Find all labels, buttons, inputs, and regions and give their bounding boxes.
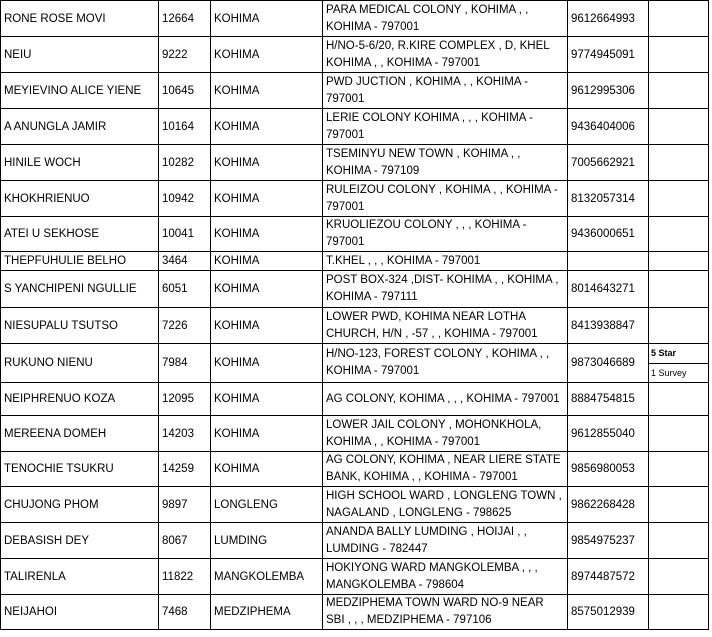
cell-phone — [568, 252, 649, 271]
cell-phone: 9612855040 — [568, 416, 649, 452]
remarks-stack — [649, 344, 708, 382]
cell-phone: 9774945091 — [568, 37, 649, 73]
cell-name: A ANUNGLA JAMIR — [1, 109, 159, 145]
table-row — [1, 383, 709, 416]
cell-phone: 8575012939 — [568, 595, 649, 630]
cell-remarks — [649, 37, 709, 73]
cell-city: LUMDING — [211, 523, 323, 559]
cell-city: KOHIMA — [211, 271, 323, 308]
cell-city: KOHIMA — [211, 416, 323, 452]
cell-phone: 8413938847 — [568, 308, 649, 344]
cell-name: NEIPHRENUO KOZA — [1, 383, 159, 416]
remarks-rating: 5 Star — [649, 344, 708, 364]
cell-city: KOHIMA — [211, 181, 323, 217]
cell-address: LOWER PWD, KOHIMA NEAR LOTHA CHURCH, H/N , -57 , , KOHIMA - 797001 — [323, 308, 568, 344]
cell-city: KOHIMA — [211, 1, 323, 37]
cell-phone: 9854975237 — [568, 523, 649, 559]
cell-address: PARA MEDICAL COLONY , KOHIMA , , KOHIMA - 797001 — [323, 1, 568, 37]
cell-remarks — [649, 344, 709, 383]
cell-code: 14203 — [159, 416, 211, 452]
cell-phone: 9856980053 — [568, 452, 649, 487]
cell-code: 10041 — [159, 217, 211, 252]
cell-address: TSEMINYU NEW TOWN , KOHIMA , , KOHIMA - 797109 — [323, 145, 568, 181]
cell-city: LONGLENG — [211, 487, 323, 523]
table-row — [1, 109, 709, 145]
cell-phone: 9612664993 — [568, 1, 649, 37]
cell-remarks — [649, 595, 709, 630]
table-row — [1, 595, 709, 630]
cell-city: KOHIMA — [211, 73, 323, 109]
cell-name: S YANCHIPENI NGULLIE — [1, 271, 159, 308]
table-row — [1, 344, 709, 383]
cell-name: MEYIEVINO ALICE YIENE — [1, 73, 159, 109]
table-row — [1, 271, 709, 308]
cell-code: 14259 — [159, 452, 211, 487]
cell-code: 7226 — [159, 308, 211, 344]
cell-city: KOHIMA — [211, 109, 323, 145]
cell-phone: 9436404006 — [568, 109, 649, 145]
cell-city: KOHIMA — [211, 37, 323, 73]
table-row — [1, 308, 709, 344]
cell-address: LOWER JAIL COLONY , MOHONKHOLA, KOHIMA , , KOHIMA - 797001 — [323, 416, 568, 452]
cell-phone: 9612995306 — [568, 73, 649, 109]
cell-city: KOHIMA — [211, 308, 323, 344]
cell-address: RULEIZOU COLONY , KOHIMA , , KOHIMA - 797001 — [323, 181, 568, 217]
cell-code: 9897 — [159, 487, 211, 523]
cell-phone: 9873046689 — [568, 344, 649, 383]
cell-phone: 8132057314 — [568, 181, 649, 217]
cell-address: AG COLONY, KOHIMA , , , KOHIMA - 797001 — [323, 383, 568, 416]
cell-address: AG COLONY, KOHIMA , NEAR LIERE STATE BANK, KOHIMA , , KOHIMA - 797001 — [323, 452, 568, 487]
cell-code: 10164 — [159, 109, 211, 145]
cell-remarks — [649, 109, 709, 145]
cell-name: THEPFUHULIE BELHO — [1, 252, 159, 271]
cell-code: 12095 — [159, 383, 211, 416]
cell-name: KHOKHRIENUO — [1, 181, 159, 217]
cell-remarks — [649, 217, 709, 252]
cell-code: 7468 — [159, 595, 211, 630]
table-row — [1, 181, 709, 217]
table-row — [1, 416, 709, 452]
cell-code: 8067 — [159, 523, 211, 559]
cell-city: KOHIMA — [211, 452, 323, 487]
cell-code: 10282 — [159, 145, 211, 181]
cell-phone: 8884754815 — [568, 383, 649, 416]
cell-city: MEDZIPHEMA — [211, 595, 323, 630]
cell-name: HINILE WOCH — [1, 145, 159, 181]
cell-code: 12664 — [159, 1, 211, 37]
cell-remarks — [649, 145, 709, 181]
cell-remarks — [649, 252, 709, 271]
cell-address: POST BOX-324 ,DIST- KOHIMA , , KOHIMA , KOHIMA - 797111 — [323, 271, 568, 308]
cell-city: KOHIMA — [211, 252, 323, 271]
cell-phone: 9436000651 — [568, 217, 649, 252]
table-row — [1, 73, 709, 109]
cell-remarks — [649, 383, 709, 416]
cell-remarks — [649, 523, 709, 559]
cell-address: PWD JUCTION , KOHIMA , , KOHIMA - 797001 — [323, 73, 568, 109]
cell-phone: 7005662921 — [568, 145, 649, 181]
cell-city: KOHIMA — [211, 344, 323, 383]
cell-code: 6051 — [159, 271, 211, 308]
table-row — [1, 252, 709, 271]
cell-remarks — [649, 308, 709, 344]
cell-name: NIESUPALU TSUTSO — [1, 308, 159, 344]
cell-remarks — [649, 559, 709, 595]
table-row — [1, 523, 709, 559]
cell-address: KRUOLIEZOU COLONY , , , KOHIMA - 797001 — [323, 217, 568, 252]
cell-name: MEREENA DOMEH — [1, 416, 159, 452]
cell-address: HIGH SCHOOL WARD , LONGLENG TOWN , NAGALAND , LONGLENG - 798625 — [323, 487, 568, 523]
cell-phone: 8014643271 — [568, 271, 649, 308]
table-row — [1, 487, 709, 523]
cell-city: MANGKOLEMBA — [211, 559, 323, 595]
cell-phone: 9862268428 — [568, 487, 649, 523]
cell-name: TALIRENLA — [1, 559, 159, 595]
cell-address: ANANDA BALLY LUMDING , HOIJAI , , LUMDING - 782447 — [323, 523, 568, 559]
cell-address: H/NO-123, FOREST COLONY , KOHIMA , , KOHIMA - 797001 — [323, 344, 568, 383]
cell-name: RUKUNO NIENU — [1, 344, 159, 383]
cell-code: 11822 — [159, 559, 211, 595]
cell-name: ATEI U SEKHOSE — [1, 217, 159, 252]
table-row — [1, 145, 709, 181]
cell-remarks — [649, 487, 709, 523]
cell-address: MEDZIPHEMA TOWN WARD NO-9 NEAR SBI , , , MEDZIPHEMA - 797106 — [323, 595, 568, 630]
cell-name: CHUJONG PHOM — [1, 487, 159, 523]
cell-code: 10942 — [159, 181, 211, 217]
records-body — [1, 1, 709, 630]
cell-code: 7984 — [159, 344, 211, 383]
table-row — [1, 37, 709, 73]
cell-code: 9222 — [159, 37, 211, 73]
cell-address: H/NO-5-6/20, R.KIRE COMPLEX , D, KHEL KOHIMA , , KOHIMA - 797001 — [323, 37, 568, 73]
cell-name: TENOCHIE TSUKRU — [1, 452, 159, 487]
cell-name: NEIJAHOI — [1, 595, 159, 630]
cell-remarks — [649, 73, 709, 109]
remarks-survey: 1 Survey — [651, 367, 687, 378]
cell-address: HOKIYONG WARD MANGKOLEMBA , , , MANGKOLEMBA - 798604 — [323, 559, 568, 595]
table-row — [1, 217, 709, 252]
cell-city: KOHIMA — [211, 383, 323, 416]
cell-city: KOHIMA — [211, 217, 323, 252]
cell-name: DEBASISH DEY — [1, 523, 159, 559]
cell-remarks — [649, 181, 709, 217]
table-row — [1, 1, 709, 37]
cell-name: NEIU — [1, 37, 159, 73]
cell-remarks — [649, 1, 709, 37]
cell-remarks — [649, 416, 709, 452]
cell-address: T.KHEL , , , KOHIMA - 797001 — [323, 252, 568, 271]
table-row — [1, 559, 709, 595]
cell-name: RONE ROSE MOVI — [1, 1, 159, 37]
cell-phone: 8974487572 — [568, 559, 649, 595]
cell-city: KOHIMA — [211, 145, 323, 181]
cell-remarks — [649, 271, 709, 308]
cell-code: 10645 — [159, 73, 211, 109]
cell-code: 3464 — [159, 252, 211, 271]
table-row — [1, 452, 709, 487]
cell-address: LERIE COLONY KOHIMA , , , KOHIMA - 797001 — [323, 109, 568, 145]
cell-remarks — [649, 452, 709, 487]
